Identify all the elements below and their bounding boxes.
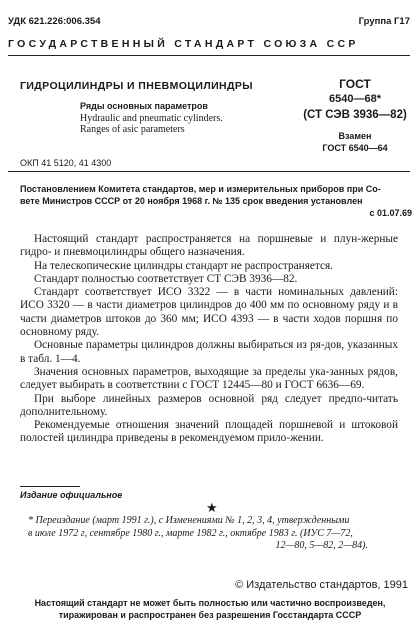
- top-line: [8, 16, 410, 30]
- title-block: [20, 80, 290, 135]
- note-line: * Переиздание (март 1991 г.), с Изменениями № 1, 2, 3, 4, утвержденными: [28, 515, 350, 526]
- warning-line: тиражирован и распространен без разрешения Госстандарта СССР: [58, 610, 362, 620]
- gost-block: [300, 77, 410, 153]
- star-icon: ★: [206, 500, 218, 515]
- decree-line: вете Министров СССР от 20 ноября 1968 г. № 135 срок введения установлен: [20, 196, 363, 206]
- group-code: Группа Г17: [358, 16, 410, 27]
- reproduction-warning: [12, 597, 408, 621]
- paragraph: На телескопические цилиндры стандарт не распространяется.: [34, 259, 334, 272]
- footnote-divider: [20, 486, 80, 487]
- english-title-line2: Ranges of asic parameters: [80, 124, 185, 135]
- paragraph: Стандарт полностью соответствует СТ СЭВ 3936—82.: [34, 272, 298, 285]
- note-line: 12—80, 5—82, 2—84).: [275, 540, 368, 551]
- paragraph: Основные параметры цилиндров должны выбираться из ря-дов, указанных в табл. 1—4.: [20, 339, 398, 365]
- gost-label: ГОСТ: [339, 77, 371, 91]
- note-line: в июле 1972 г, сентябре 1980 г., марте 1982 г., октябре 1983 г. (ИУС 7—72,: [28, 527, 353, 539]
- document-title: ГИДРОЦИЛИНДРЫ И ПНЕВМОЦИЛИНДРЫ: [20, 80, 253, 92]
- okp-code: ОКП 41 5120, 41 4300: [20, 158, 112, 168]
- top-divider: [8, 55, 410, 56]
- sev-number: (СТ СЭВ 3936—82): [303, 109, 407, 121]
- replaces-label: Взамен: [338, 131, 372, 141]
- mid-divider: [8, 171, 410, 172]
- paragraph: При выборе линейных размеров основной ряд следует предпо-читать дополнительному.: [20, 392, 398, 418]
- replaces-number: ГОСТ 6540—64: [322, 143, 388, 153]
- paragraph: Настоящий стандарт распространяется на поршневые и плун-жерные гидро- и пневмоцилиндры общего назначения.: [20, 233, 398, 259]
- english-title-line1: Hydraulic and pneumatic cylinders.: [80, 113, 223, 124]
- decree-line: Постановлением Комитета стандартов, мер и измерительных приборов при Со-: [20, 184, 381, 194]
- standard-banner: ГОСУДАРСТВЕННЫЙ СТАНДАРТ СОЮЗА ССР: [8, 38, 359, 50]
- paragraph: Стандарт соответствует ИСО 3322 — в части номинальных давлений: ИСО 3320 — в части диаметров цилиндров до 400 мм по основному ряду и в части диаметров штоков до 360 мм; ИСО 4393 — в части ходов поршня по основному ряду.: [20, 286, 398, 339]
- warning-line: Настоящий стандарт не может быть полностью или частично воспроизведен,: [34, 598, 386, 608]
- decree-date: с 01.07.69: [369, 208, 412, 218]
- edition-label: Издание официальное: [20, 490, 123, 500]
- reissue-note: [28, 515, 408, 553]
- paragraph: Рекомендуемые отношения значений площадей поршневой и штоковой полостей цилиндра приведены в рекомендуемом прило-жении.: [20, 419, 398, 445]
- decree-block: [20, 183, 412, 219]
- udk-code: УДК 621.226:006.354: [8, 16, 101, 27]
- copyright: © Издательство стандартов, 1991: [235, 579, 408, 591]
- gost-number: 6540—68*: [329, 93, 381, 105]
- document-subtitle: Ряды основных параметров: [80, 101, 208, 111]
- main-text: [20, 233, 398, 446]
- paragraph: Значения основных параметров, выходящие за пределы ука-занных рядов, следует выбирать в соответствии с ГОСТ 12445—80 и ГОСТ 6636—69.: [20, 365, 398, 392]
